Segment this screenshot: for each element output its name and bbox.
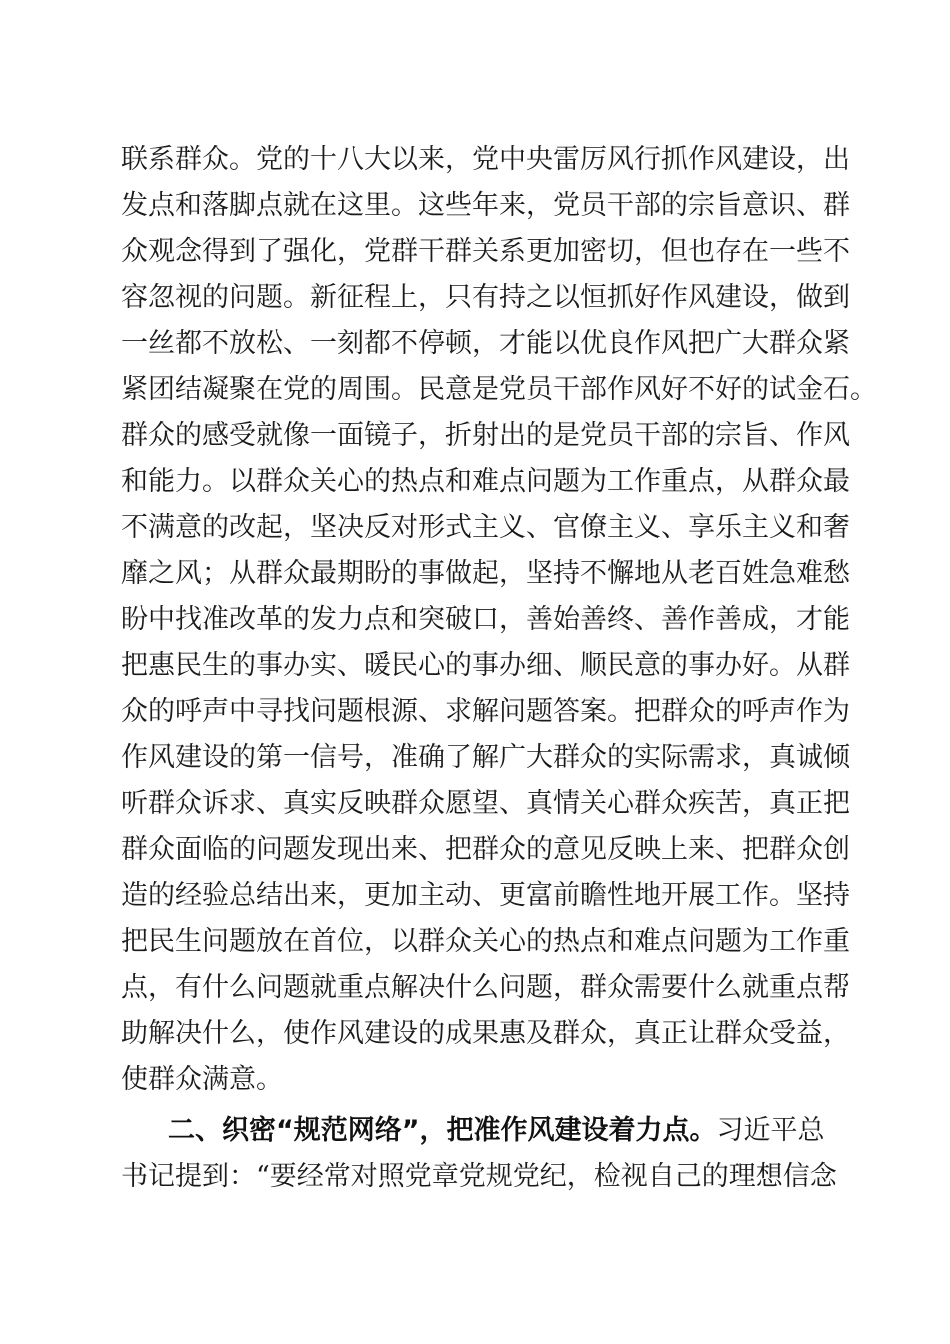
body-line: 和能力。以群众关心的热点和难点问题为工作重点，从群众最 <box>121 466 850 497</box>
body-line: 造的经验总结出来，更加主动、更富前瞻性地开展工作。坚持 <box>121 880 850 911</box>
body-line: 群众面临的问题发现出来、把群众的意见反映上来、把群众创 <box>121 834 850 865</box>
body-line: 联系群众。党的十八大以来，党中央雷厉风行抓作风建设，出 <box>121 144 850 175</box>
body-line: 书记提到：“要经常对照党章党规党纪，检视自己的理想信念 <box>121 1161 837 1192</box>
body-line: 一丝都不放松、一刻都不停顿，才能以优良作风把广大群众紧 <box>121 328 850 359</box>
section-heading: 二、织密“规范网络”，把准作风建设着力点。 <box>168 1115 717 1146</box>
section-heading-line <box>168 1111 825 1151</box>
body-line: 众的呼声中寻找问题根源、求解问题答案。把群众的呼声作为 <box>121 696 850 727</box>
body-line: 盼中找准改革的发力点和突破口，善始善终、善作善成，才能 <box>121 604 850 635</box>
body-line: 把民生问题放在首位，以群众关心的热点和难点问题为工作重 <box>121 926 850 957</box>
body-line: 点，有什么问题就重点解决什么问题，群众需要什么就重点帮 <box>121 972 850 1003</box>
body-line: 作风建设的第一信号，准确了解广大群众的实际需求，真诚倾 <box>121 742 850 773</box>
body-line: 使群众满意。 <box>121 1064 283 1095</box>
body-line: 助解决什么，使作风建设的成果惠及群众，真正让群众受益， <box>121 1018 850 1049</box>
body-line: 众观念得到了强化，党群干群关系更加密切，但也存在一些不 <box>121 236 850 267</box>
body-line: 靡之风；从群众最期盼的事做起，坚持不懈地从老百姓急难愁 <box>121 558 850 589</box>
body-line: 不满意的改起，坚决反对形式主义、官僚主义、享乐主义和奢 <box>121 512 850 543</box>
body-line: 紧团结凝聚在党的周围。民意是党员干部作风好不好的试金石。 <box>121 374 877 405</box>
body-line: 群众的感受就像一面镜子，折射出的是党员干部的宗旨、作风 <box>121 420 850 451</box>
body-line: 把惠民生的事办实、暖民心的事办细、顺民意的事办好。从群 <box>121 650 850 681</box>
body-line: 容忽视的问题。新征程上，只有持之以恒抓好作风建设，做到 <box>121 282 850 313</box>
section-heading-tail: 习近平总 <box>716 1115 825 1146</box>
body-line: 听群众诉求、真实反映群众愿望、真情关心群众疾苦，真正把 <box>121 788 850 819</box>
body-line: 发点和落脚点就在这里。这些年来，党员干部的宗旨意识、群 <box>121 190 850 221</box>
